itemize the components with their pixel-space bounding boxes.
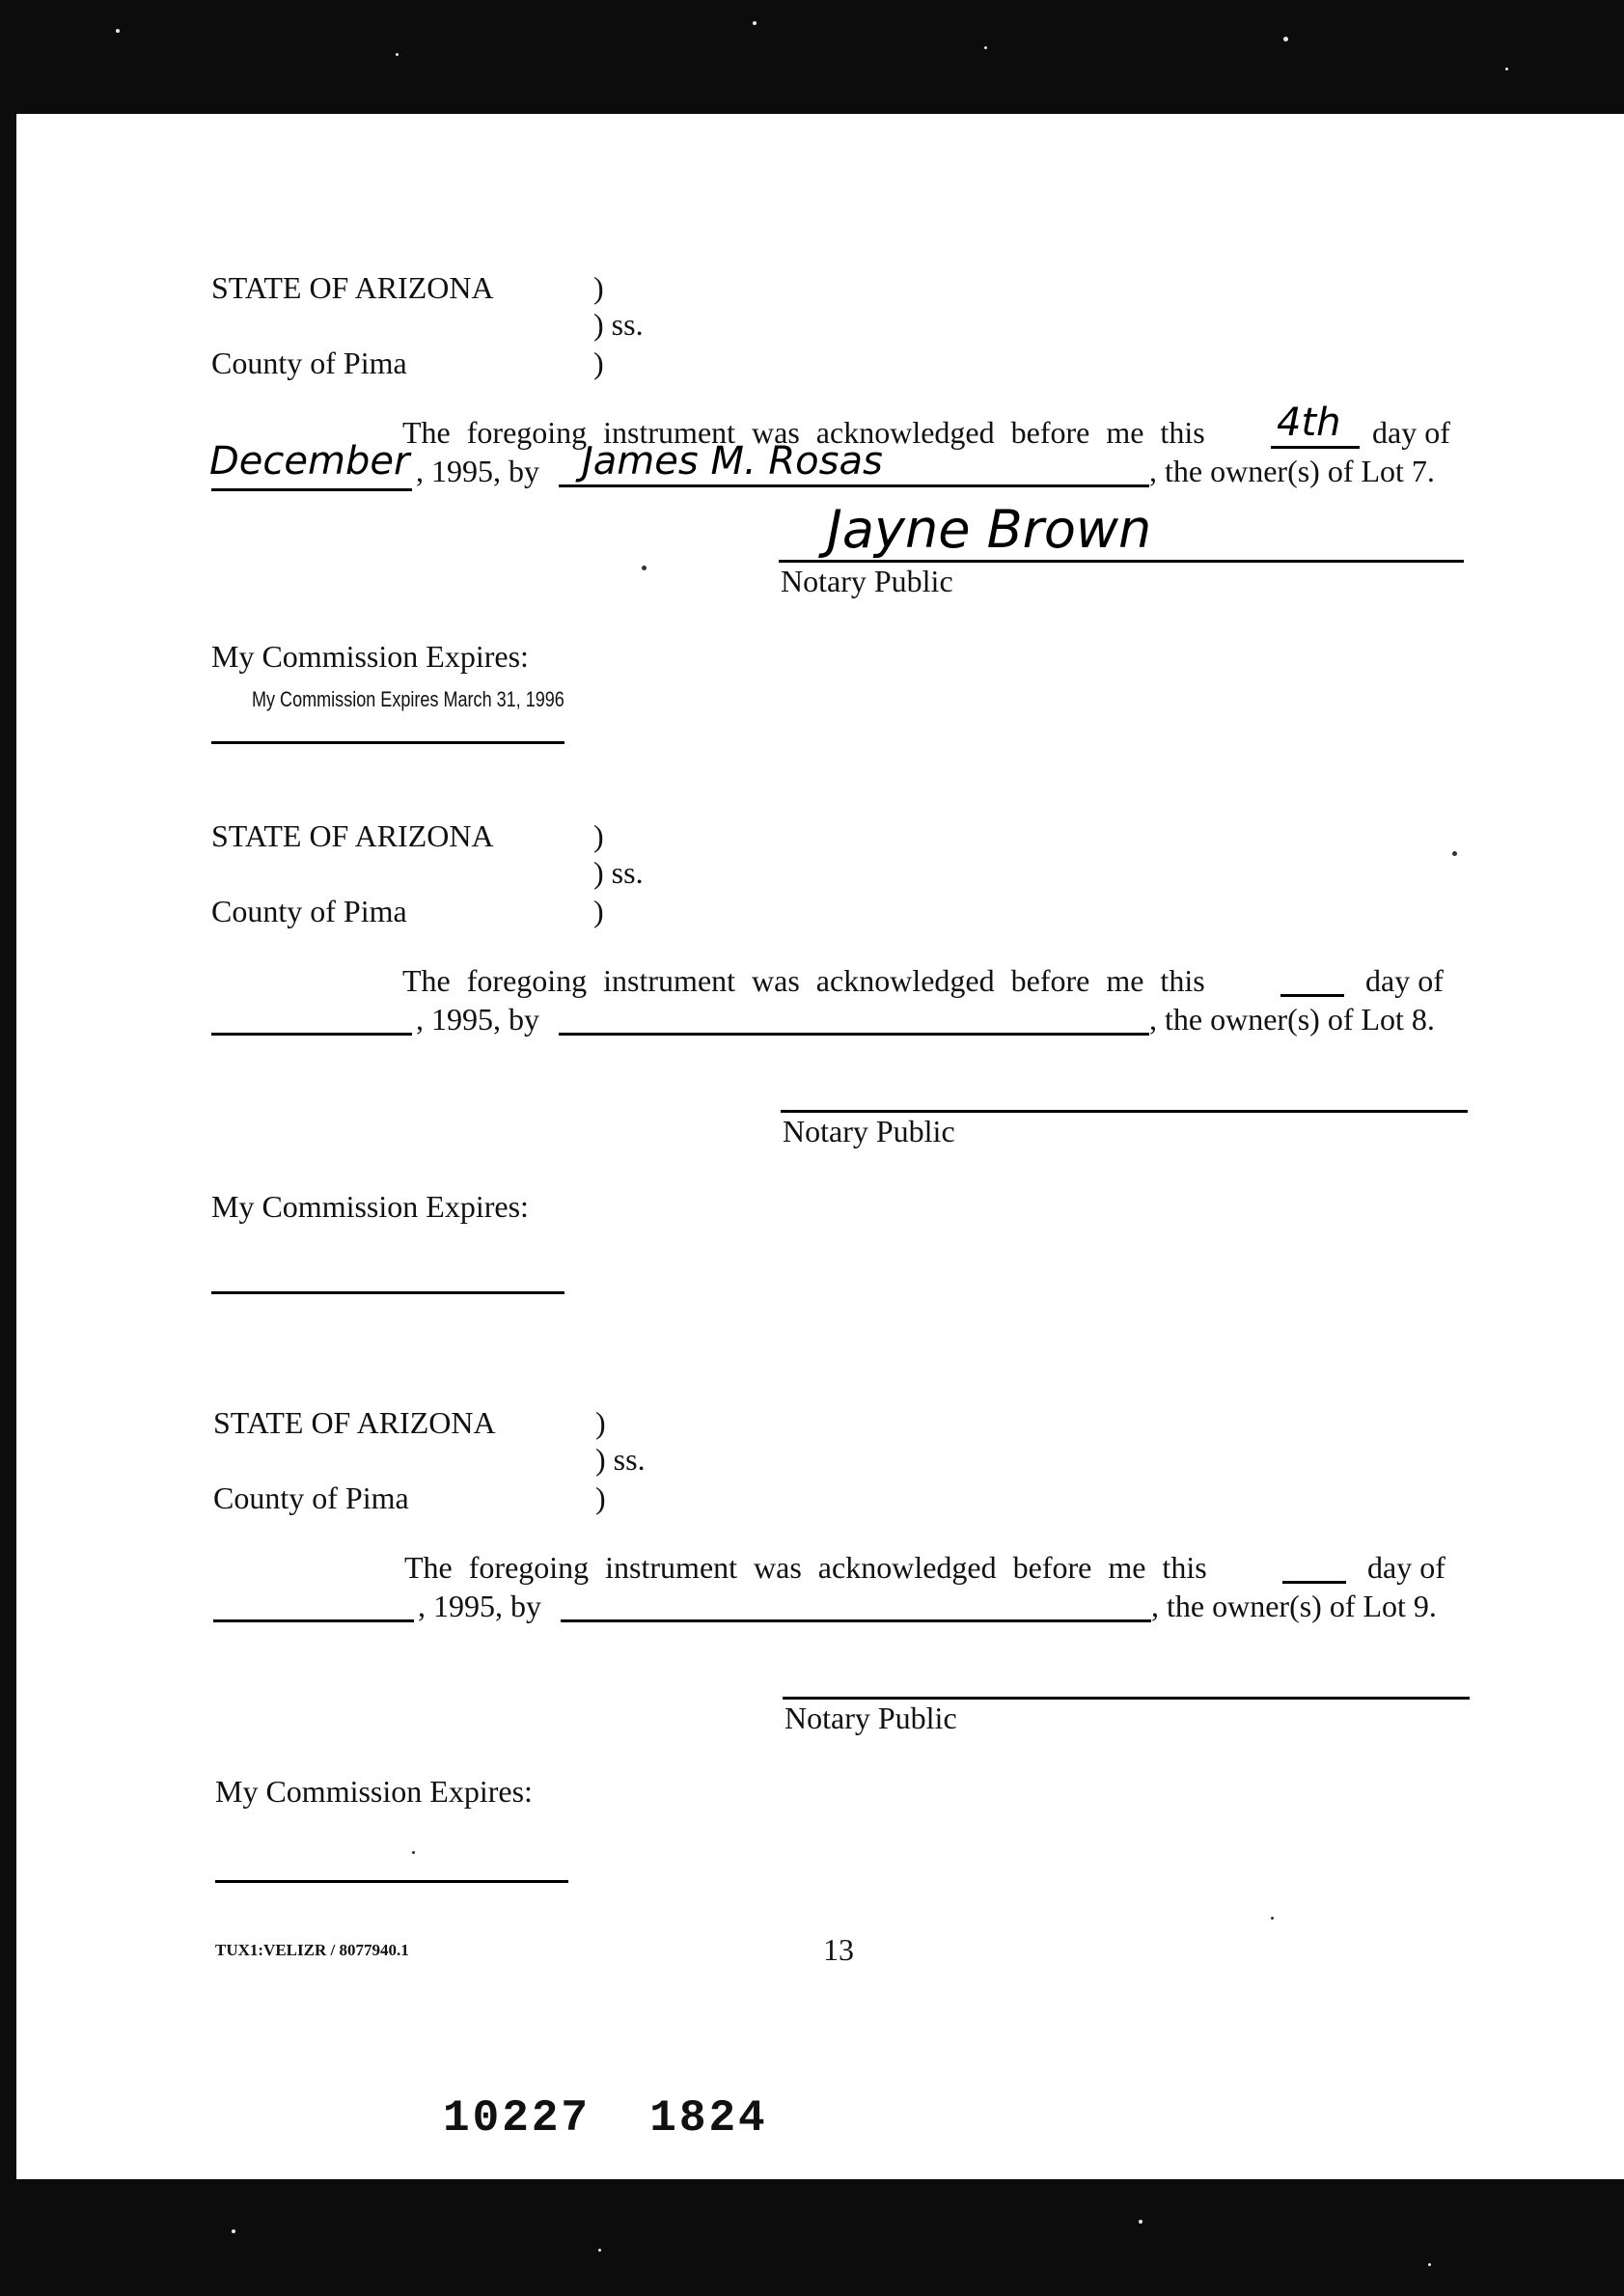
scan-speck [642,566,647,570]
notary-signature-1: Jayne Brown [827,499,1152,560]
month-blank-2[interactable] [211,1033,412,1036]
commission-label-1: My Commission Expires: [211,639,529,674]
day-of-3: day of [1367,1550,1445,1585]
bracket-2a: ) [593,818,604,853]
owner-lot-7: , the owner(s) of Lot 7. [1149,454,1435,488]
name-blank-1 [559,484,1149,487]
name-value-1[interactable]: James M. Rosas [582,439,883,484]
day-of-2: day of [1365,963,1444,998]
county-label-3: County of Pima [213,1480,409,1515]
state-heading-3: STATE OF ARIZONA [213,1405,496,1440]
name-blank-3[interactable] [561,1619,1151,1622]
notary-signature-line-3[interactable] [783,1697,1470,1700]
year-by-1: , 1995, by [416,454,539,488]
notary-label-2: Notary Public [783,1114,955,1148]
commission-stamp-1: My Commission Expires March 31, 1996 [252,687,564,711]
day-blank-2[interactable] [1280,994,1344,997]
bracket-3b: ) [595,1480,606,1515]
ack-sentence-2: The foregoing instrument was acknowledged before me this [402,963,1205,998]
document-page [16,114,1624,2179]
commission-label-3: My Commission Expires: [215,1774,533,1809]
county-label-2: County of Pima [211,894,407,928]
day-value-1[interactable]: 4th [1277,401,1341,445]
ss-marker-3: ) ss. [595,1442,646,1477]
commission-line-3[interactable] [215,1880,568,1883]
ack-sentence-1: The foregoing instrument was acknowledged before me this [402,415,1205,450]
county-label-1: County of Pima [211,346,407,380]
file-code: TUX1:VELIZR / 8077940.1 [215,1941,409,1959]
notary-signature-line-2[interactable] [781,1110,1468,1113]
owner-lot-8: , the owner(s) of Lot 8. [1149,1002,1435,1037]
commission-line-2[interactable] [211,1291,564,1294]
commission-label-2: My Commission Expires: [211,1189,529,1224]
notary-label-1: Notary Public [781,564,953,598]
day-blank-1 [1271,446,1360,449]
bracket-2b: ) [593,894,604,928]
year-by-3: , 1995, by [418,1589,541,1623]
page-number: 13 [823,1932,854,1967]
bracket-1a: ) [593,270,604,305]
year-by-2: , 1995, by [416,1002,539,1037]
day-blank-3[interactable] [1282,1581,1346,1584]
commission-line-1 [211,741,564,744]
month-value-1[interactable]: December [209,439,410,484]
notary-label-3: Notary Public [784,1701,957,1735]
bracket-3a: ) [595,1405,606,1440]
state-heading-1: STATE OF ARIZONA [211,270,494,305]
name-blank-2[interactable] [559,1033,1149,1036]
owner-lot-9: , the owner(s) of Lot 9. [1151,1589,1437,1623]
state-heading-2: STATE OF ARIZONA [211,818,494,853]
ack-sentence-3: The foregoing instrument was acknowledged before me this [404,1550,1207,1585]
document-number: 10227 1824 [443,2093,768,2144]
month-blank-1 [211,488,412,491]
ss-marker-2: ) ss. [593,855,644,890]
month-blank-3[interactable] [213,1619,414,1622]
day-of-1: day of [1372,415,1450,450]
scan-speck [1452,851,1457,856]
ss-marker-1: ) ss. [593,307,644,342]
scan-speck [1271,1917,1274,1920]
notary-signature-line-1 [779,560,1464,563]
scan-speck [412,1851,415,1854]
bracket-1b: ) [593,346,604,380]
